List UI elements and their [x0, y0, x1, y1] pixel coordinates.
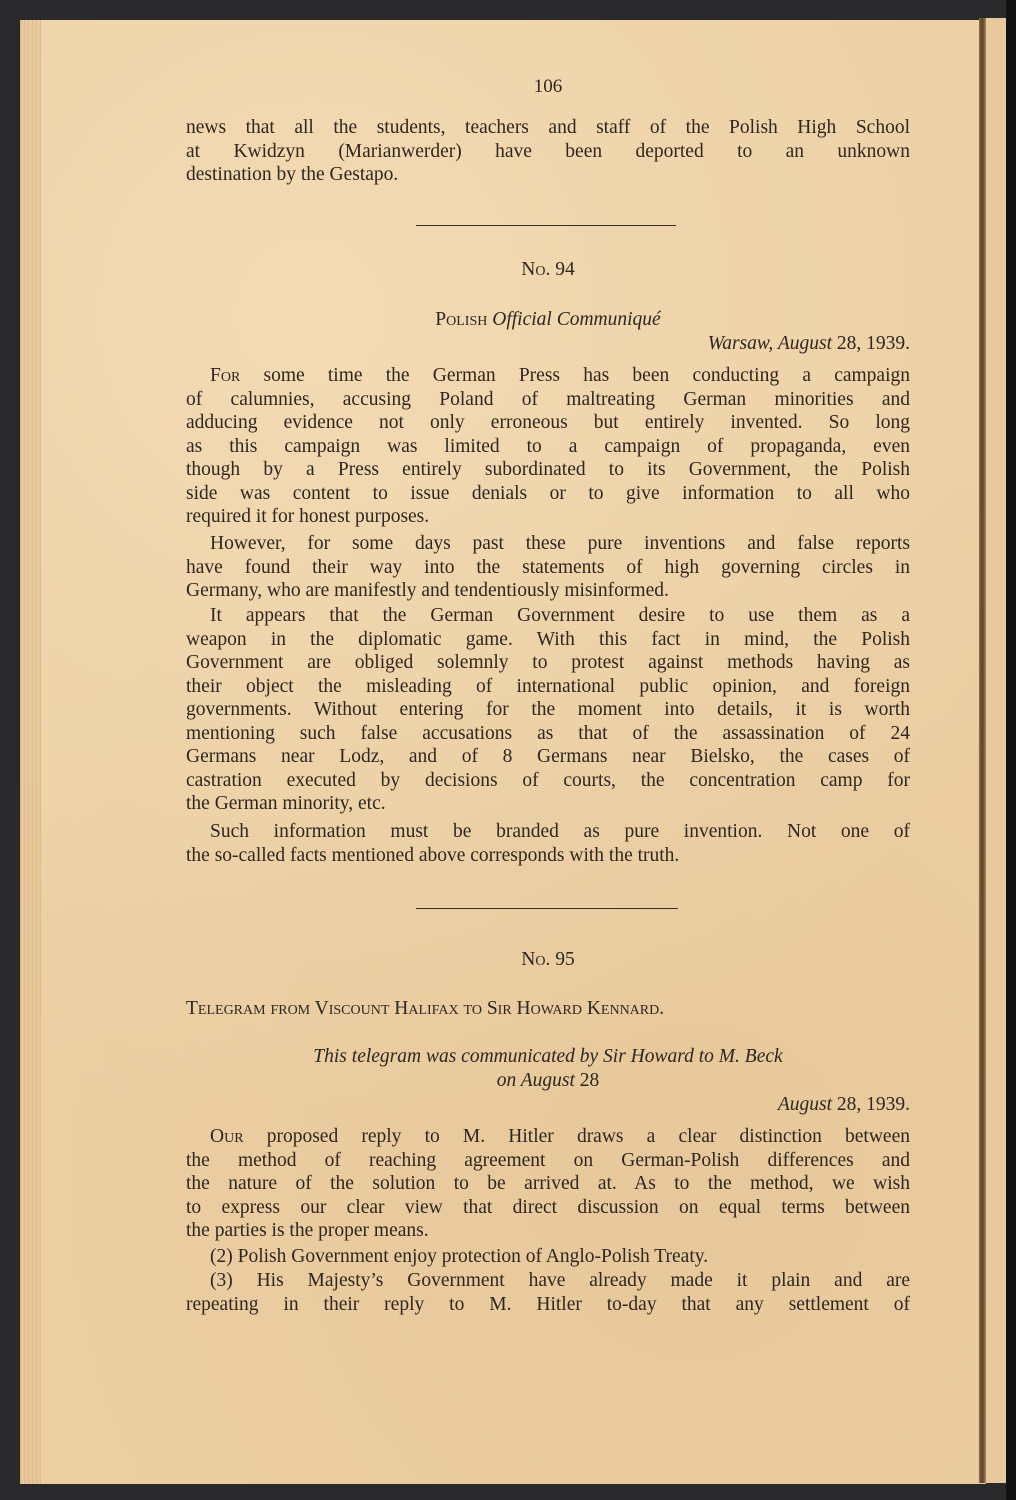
note-text: on August — [496, 1069, 575, 1091]
text-line: (3) His Majesty’s Government have already made it plain and are — [210, 1270, 910, 1291]
doc95-paragraph-2 — [186, 1245, 910, 1269]
text-line: the method of reaching agreement on German-Polish differences and — [186, 1149, 910, 1171]
background-edge — [1006, 0, 1016, 1500]
line-text: some time the German Press has been conducting a campaign — [263, 365, 910, 386]
document-number-95 — [186, 948, 910, 972]
text-line: governments. Without entering for the moment into details, it is worth — [186, 699, 910, 720]
facing-page-edge — [986, 18, 1006, 1483]
section-divider — [416, 908, 678, 909]
doc94-paragraph-1 — [186, 364, 910, 529]
text-line: Government are obliged solemnly to protest against methods having as — [186, 652, 910, 673]
page-number: 106 — [533, 76, 563, 97]
doc94-paragraph-2 — [186, 532, 910, 603]
text-line: castration executed by decisions of courts, the concentration camp for — [186, 769, 910, 791]
note-date: 28 — [579, 1069, 600, 1091]
text-line: required it for honest purposes. — [186, 506, 430, 527]
text-line: weapon in the diplomatic game. With this fact in mind, the Polish — [186, 628, 910, 650]
doc-number: No. 95 — [521, 949, 575, 970]
dateline-place: Warsaw, August — [707, 333, 832, 354]
text-line: destination by the Gestapo. — [186, 164, 399, 185]
doc94-title — [186, 308, 910, 332]
lead-word: For — [210, 365, 241, 386]
text-line — [186, 364, 910, 388]
text-line: adducing evidence not only erroneous but entirely invented. So long — [186, 412, 910, 433]
title-italic: Official Communiqué — [492, 309, 661, 330]
text-line: the nature of the solution to be arrived at. As to the method, we wish — [186, 1173, 910, 1194]
doc94-paragraph-3 — [186, 604, 910, 816]
text-line: the so-called facts mentioned above corresponds with the truth. — [186, 844, 680, 866]
doc94-paragraph-4 — [186, 820, 910, 867]
text-line: (2) Polish Government enjoy protection of Anglo-Polish Treaty. — [210, 1246, 709, 1267]
doc-number: No. 94 — [521, 259, 575, 280]
dateline-date: 28, 1939. — [836, 333, 910, 354]
text-line: side was content to issue denials or to give information to all who — [186, 482, 910, 504]
line-text: proposed reply to M. Hitler draws a clear distinction between — [266, 1126, 910, 1147]
lead-word: Our — [210, 1126, 244, 1147]
doc95-dateline — [186, 1093, 910, 1117]
note-line — [186, 1069, 910, 1093]
text-line: their object the misleading of international public opinion, and foreign — [186, 675, 910, 697]
text-line: to express our clear view that direct discussion on equal terms between — [186, 1196, 910, 1218]
section-divider — [416, 225, 676, 226]
text-line: However, for some days past these pure inventions and false reports — [210, 533, 910, 554]
note-line — [186, 1045, 910, 1069]
text-line — [186, 1125, 910, 1149]
dateline-date: 28, 1939. — [836, 1094, 910, 1115]
doc94-dateline — [186, 332, 910, 356]
book-spine — [979, 18, 986, 1483]
text-line: Germany, who are manifestly and tendentiously misinformed. — [186, 580, 669, 601]
text-line: mentioning such false accusations as that of the assassination of 24 — [186, 722, 910, 744]
text-line: have found their way into the statements of high governing circles in — [186, 556, 910, 578]
text-line: repeating in their reply to M. Hitler to-day that any settlement of — [186, 1293, 910, 1315]
continuation-paragraph — [186, 116, 910, 187]
title-text: Telegram from Viscount Halifax to Sir Howard Kennard. — [186, 998, 665, 1019]
document-number-94 — [186, 258, 910, 282]
text-line: at Kwidzyn (Marianwerder) have been deported to an unknown — [186, 140, 910, 162]
text-line: the German minority, etc. — [186, 793, 386, 814]
doc95-paragraph-1 — [186, 1125, 910, 1243]
text-line: news that all the students, teachers and staff of the Polish High School — [186, 117, 910, 138]
text-line: Such information must be branded as pure invention. Not one of — [210, 821, 910, 842]
doc95-paragraph-3 — [186, 1269, 910, 1316]
text-line: the parties is the proper means. — [186, 1220, 429, 1241]
text-line: though by a Press entirely subordinated to its Government, the Polish — [186, 459, 910, 480]
doc95-note — [186, 1045, 910, 1092]
text-line: of calumnies, accusing Poland of maltreating German minorities and — [186, 388, 910, 410]
text-line: Germans near Lodz, and of 8 Germans near Bielsko, the cases of — [186, 746, 910, 767]
note-text: This telegram was communicated by Sir Howard to M. Beck — [313, 1046, 783, 1067]
text-line: as this campaign was limited to a campaign of propaganda, even — [186, 435, 910, 457]
title-caps: Polish — [435, 309, 488, 330]
page-edges — [20, 20, 41, 1484]
dateline-month: August — [777, 1094, 832, 1115]
doc95-title — [186, 997, 910, 1021]
text-line: It appears that the German Government desire to use them as a — [210, 605, 910, 626]
